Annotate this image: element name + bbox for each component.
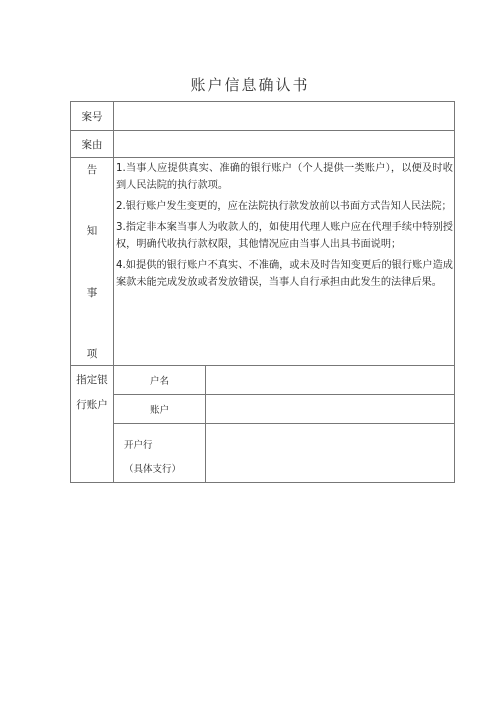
notice-item: 1.当事人应提供真实、准确的银行账户（个人提供一类账户），以便及时收到人民法院的执行款项。 (116, 163, 453, 191)
notice-content (114, 158, 455, 366)
account-number-row (71, 395, 455, 424)
account-number-label: 账户 (114, 395, 206, 424)
account-confirmation-table (70, 101, 455, 483)
bank-branch-label-line: （具体支行） (124, 464, 182, 475)
designated-account-label (71, 366, 114, 483)
case-number-label: 案号 (71, 102, 114, 131)
notice-row (71, 158, 455, 366)
account-number-field[interactable] (206, 395, 455, 424)
designated-account-label-line: 行账户 (76, 399, 108, 411)
account-name-label: 户名 (114, 366, 206, 395)
case-number-field[interactable] (114, 102, 455, 131)
notice-label (71, 158, 114, 366)
case-cause-label: 案由 (71, 131, 114, 158)
bank-branch-row (71, 424, 455, 483)
notice-item: 3.指定非本案当事人为收款人的，如使用代理人账户应在代理手续中特别授权，明确代收执行款权限，其他情况应由当事人出具书面说明； (116, 222, 453, 250)
bank-branch-label-line: 开户行 (124, 440, 153, 451)
account-name-field[interactable] (206, 366, 455, 395)
document-title: 账户信息确认书 (190, 76, 310, 94)
case-cause-row (71, 131, 455, 158)
designated-account-label-line: 指定银 (76, 374, 108, 386)
notice-label-char: 告 (86, 164, 98, 176)
bank-branch-field[interactable] (206, 424, 455, 483)
case-number-row (71, 102, 455, 131)
notice-item: 2.银行账户发生变更的，应在法院执行款发放前以书面方式告知人民法院； (116, 201, 452, 212)
notice-label-char: 事 (86, 286, 98, 299)
account-name-row (71, 366, 455, 395)
bank-branch-label (114, 424, 206, 483)
notice-label-char: 项 (86, 347, 98, 360)
notice-label-char: 知 (86, 225, 98, 238)
notice-item: 4.如提供的银行账户不真实、不准确，或未及时告知变更后的银行账户造成案款未能完成发放或者发放错误，当事人自行承担由此发生的法律后果。 (116, 260, 453, 288)
case-cause-field[interactable] (114, 131, 455, 158)
